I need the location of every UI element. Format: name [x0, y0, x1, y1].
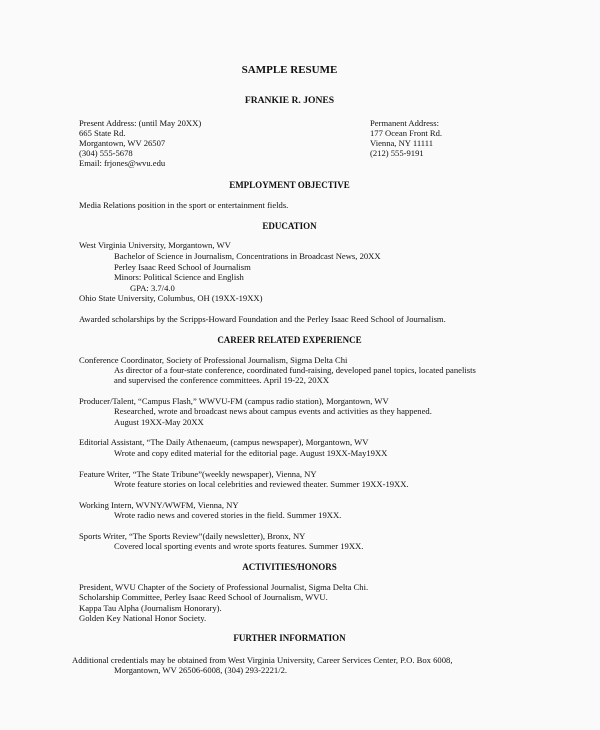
present-street: 665 State Rd. — [79, 128, 126, 138]
candidate-name: FRANKIE R. JONES — [244, 95, 335, 106]
job-4-desc-1: Wrote feature stories on local celebrities and reviewed theater. Summer 19XX-19XX. — [114, 479, 409, 489]
permanent-street: 177 Ocean Front Rd. — [370, 128, 443, 138]
job-6-title: Sports Writer, “The Sports Review”(daily newsletter), Bronx, NY — [79, 531, 306, 541]
permanent-city: Vienna, NY 11111 — [370, 138, 434, 148]
activities-heading: ACTIVITIES/HONORS — [242, 562, 337, 572]
job-1-desc-1: As director of a four-state conference, coordinated fund-raising, developed panel topics, located panelists — [114, 365, 476, 375]
activity-4: Golden Key National Honor Society. — [79, 613, 207, 623]
present-city: Morgantown, WV 26507 — [79, 138, 166, 148]
further-text-1: Additional credentials may be obtained from West Virginia University, Career Services Center, P.O. Box 6008, — [72, 655, 453, 665]
objective-heading: EMPLOYMENT OBJECTIVE — [229, 180, 350, 190]
activity-2: Scholarship Committee, Perley Isaac Reed School of Journalism, WVU. — [79, 592, 328, 602]
job-2-desc-1: Researched, wrote and broadcast news about campus events and activities as they happened. — [114, 406, 432, 416]
job-1-title: Conference Coordinator, Society of Professional Journalism, Sigma Delta Chi — [79, 355, 348, 365]
education-school-2: Ohio State University, Columbus, OH (19XX-19XX) — [79, 293, 263, 303]
job-2-desc-2: August 19XX-May 20XX — [114, 417, 204, 427]
further-text-2: Morgantown, WV 26506-6008, (304) 293-2221/2. — [114, 665, 288, 675]
resume-title: SAMPLE RESUME — [241, 64, 338, 76]
education-scholarships: Awarded scholarships by the Scripps-Howard Foundation and the Perley Isaac Reed School of Journalism. — [79, 314, 446, 324]
activity-3: Kappa Tau Alpha (Journalism Honorary). — [79, 603, 222, 613]
job-4-title: Feature Writer, “The State Tribune”(weekly newspaper), Vienna, NY — [79, 469, 317, 479]
education-degree: Bachelor of Science in Journalism, Concentrations in Broadcast News, 20XX — [114, 251, 381, 261]
objective-text: Media Relations position in the sport or entertainment fields. — [79, 200, 289, 210]
present-phone: (304) 555-5678 — [79, 148, 133, 158]
education-heading: EDUCATION — [262, 221, 317, 231]
education-gpa: GPA: 3.7/4.0 — [130, 283, 175, 293]
activity-1: President, WVU Chapter of the Society of Professional Journalist, Sigma Delta Chi. — [79, 582, 369, 592]
job-3-desc-1: Wrote and copy edited material for the editorial page. August 19XX-May19XX — [114, 448, 388, 458]
present-email: Email: frjones@wvu.edu — [79, 158, 166, 168]
permanent-address-label: Permanent Address: — [370, 118, 439, 128]
further-heading: FURTHER INFORMATION — [233, 633, 346, 643]
career-heading: CAREER RELATED EXPERIENCE — [217, 335, 362, 345]
job-5-title: Working Intern, WVNY/WWFM, Vienna, NY — [79, 500, 239, 510]
permanent-phone: (212) 555-9191 — [370, 148, 424, 158]
education-school-1: West Virginia University, Morgantown, WV — [79, 240, 231, 250]
job-1-desc-2: and supervised the conference committees. April 19-22, 20XX — [114, 375, 330, 385]
job-3-title: Editorial Assistant, “The Daily Athenaeum, (campus newspaper), Morgantown, WV — [79, 437, 369, 447]
education-college: Perley Isaac Reed School of Journalism — [114, 262, 251, 272]
education-minors: Minors: Political Science and English — [114, 272, 244, 282]
job-5-desc-1: Wrote radio news and covered stories in the field. Summer 19XX. — [114, 510, 342, 520]
job-2-title: Producer/Talent, “Campus Flash,” WWVU-FM (campus radio station), Morgantown, WV — [79, 396, 389, 406]
present-address-label: Present Address: (until May 20XX) — [79, 118, 202, 128]
job-6-desc-1: Covered local sporting events and wrote sports features. Summer 19XX. — [114, 541, 364, 551]
